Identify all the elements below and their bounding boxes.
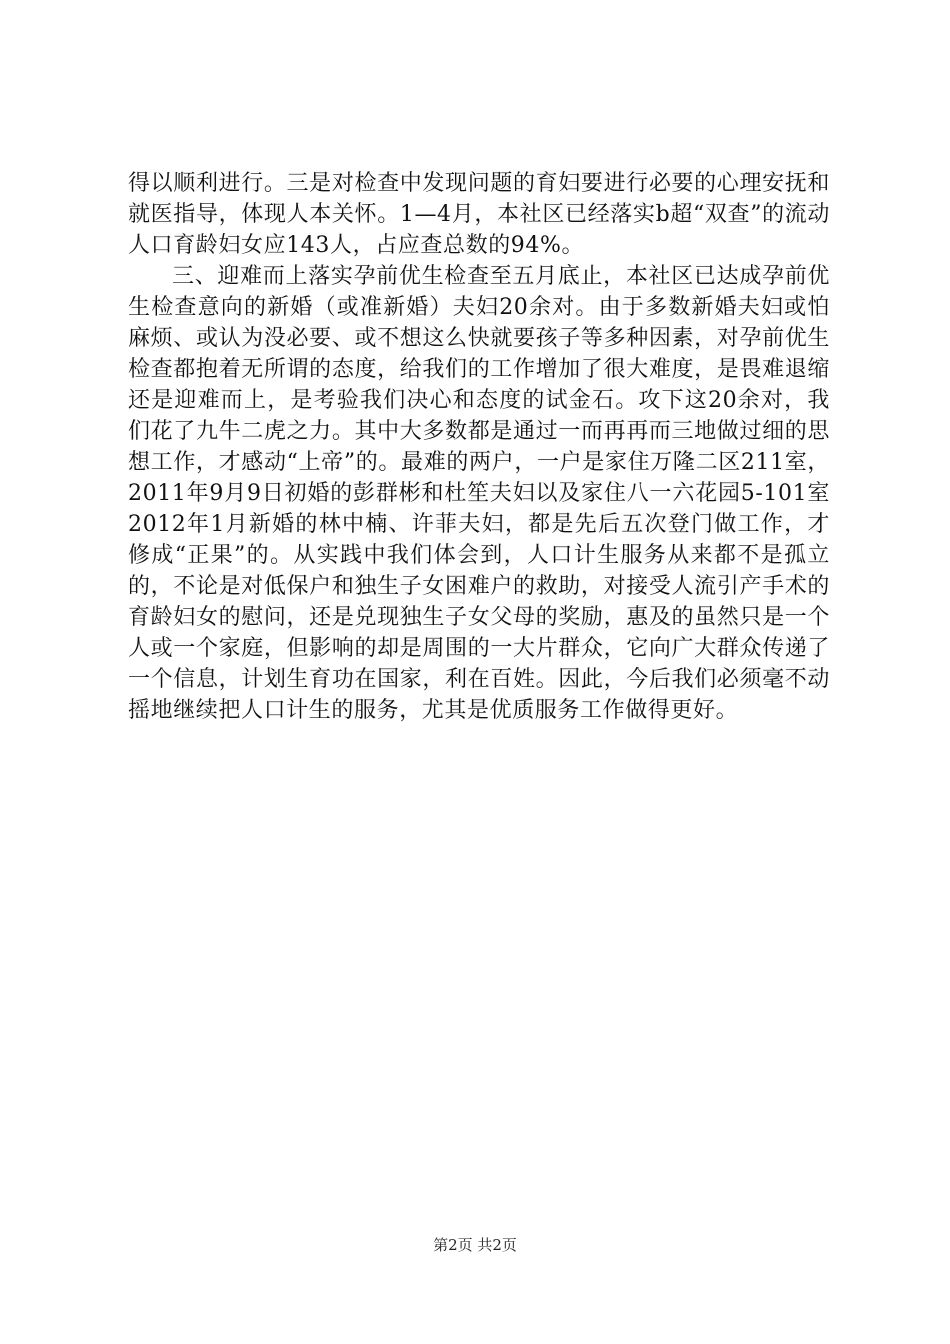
page-footer — [0, 1234, 950, 1255]
document-body — [128, 168, 830, 726]
paragraph-section-three: 三、迎难而上落实孕前优生检查至五月底止，本社区已达成孕前优生检查意向的新婚（或准新婚）夫妇20余对。由于多数新婚夫妇或怕麻烦、或认为没必要、或不想这么快就要孩子等多种因素，对孕前优生检查都抱着无所谓的态度，给我们的工作增加了很大难度，是畏难退缩还是迎难而上，是考验我们决心和态度的试金石。攻下这20余对，我们花了九牛二虎之力。其中大多数都是通过一而再再而三地做过细的思想工作，才感动“上帝”的。最难的两户，一户是家住万隆二区211室，2011年9月9日初婚的彭群彬和杜笙夫妇以及家住八一六花园5-101室2012年1月新婚的林中楠、许菲夫妇，都是先后五次登门做工作，才修成“正果”的。从实践中我们体会到，人口计生服务从来都不是孤立的，不论是对低保户和独生子女困难户的救助，对接受人流引产手术的育龄妇女的慰问，还是兑现独生子女父母的奖励，惠及的虽然只是一个人或一个家庭，但影响的却是周围的一大片群众，它向广大群众传递了一个信息，计划生育功在国家，利在百姓。因此，今后我们必须毫不动摇地继续把人口计生的服务，尤其是优质服务工作做得更好。 — [128, 264, 830, 723]
page-number-label: 第2页 共2页 — [433, 1236, 517, 1254]
paragraph-continuation: 得以顺利进行。三是对检查中发现问题的育妇要进行必要的心理安抚和就医指导，体现人本关怀。1—4月，本社区已经落实b超“双查”的流动人口育龄妇女应143人，占应查总数的94%。 — [128, 171, 830, 258]
